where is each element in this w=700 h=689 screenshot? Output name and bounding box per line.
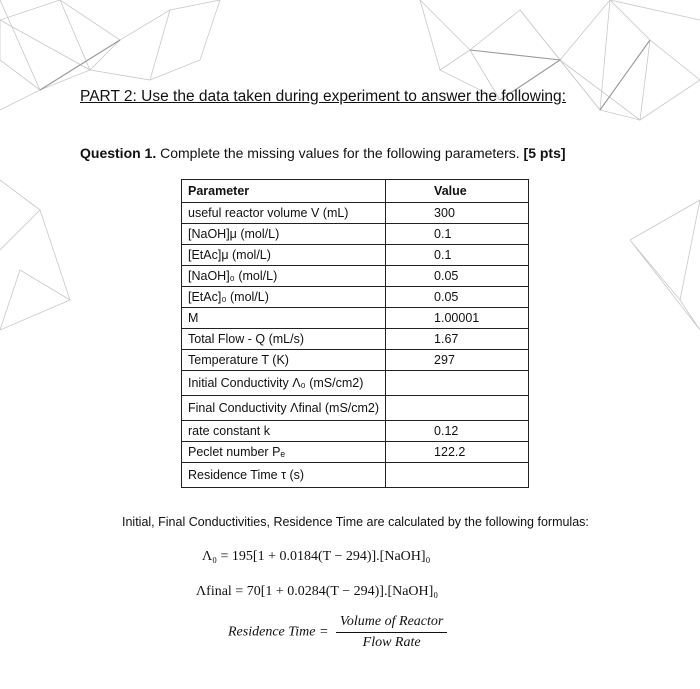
- param-cell: [EtAc]μ (mol/L): [182, 245, 386, 266]
- header-parameter: Parameter: [182, 180, 386, 203]
- question-text: Complete the missing values for the following parameters.: [160, 145, 520, 161]
- table-row: [182, 224, 529, 245]
- table-row: [182, 245, 529, 266]
- param-cell: Peclet number Pₑ: [182, 442, 386, 463]
- table-row: [182, 350, 529, 371]
- table-row: [182, 329, 529, 350]
- table-row: [182, 203, 529, 224]
- value-cell: 0.05: [386, 266, 529, 287]
- table-row: [182, 371, 529, 396]
- value-cell: 122.2: [386, 442, 529, 463]
- param-cell: [EtAc]₀ (mol/L): [182, 287, 386, 308]
- value-cell-empty: [386, 463, 529, 488]
- value-cell: 300: [386, 203, 529, 224]
- residence-time-lhs: Residence Time =: [228, 624, 329, 640]
- question-points: [5 pts]: [523, 145, 566, 161]
- parameters-table: [181, 179, 529, 488]
- value-cell: 0.1: [386, 224, 529, 245]
- fraction-denominator: Flow Rate: [362, 635, 421, 650]
- value-cell-empty: [386, 396, 529, 421]
- header-value: Value: [386, 180, 529, 203]
- param-cell: [NaOH]μ (mol/L): [182, 224, 386, 245]
- question-label: Question 1.: [80, 145, 157, 161]
- fraction-numerator: Volume of Reactor: [336, 614, 447, 633]
- param-cell: Total Flow - Q (mL/s): [182, 329, 386, 350]
- formula-residence-time: [228, 614, 447, 651]
- part-title: PART 2: Use the data taken during experiment to answer the following:: [80, 88, 566, 105]
- formula-final-conductivity: Λfinal = 70[1 + 0.0284(T − 294)].[NaOH]₀: [196, 584, 439, 599]
- residence-time-fraction: [336, 614, 447, 651]
- value-cell: 0.05: [386, 287, 529, 308]
- value-cell: 0.1: [386, 245, 529, 266]
- question-prompt: [80, 145, 566, 161]
- table-row: [182, 463, 529, 488]
- table-row: [182, 421, 529, 442]
- table-row: [182, 442, 529, 463]
- param-cell: Initial Conductivity Λ₀ (mS/cm2): [182, 371, 386, 396]
- formula-intro: Initial, Final Conductivities, Residence Time are calculated by the following formulas:: [122, 515, 589, 529]
- param-cell: [NaOH]₀ (mol/L): [182, 266, 386, 287]
- value-cell-empty: [386, 371, 529, 396]
- value-cell: 0.12: [386, 421, 529, 442]
- value-cell: 1.67: [386, 329, 529, 350]
- table-row: [182, 308, 529, 329]
- value-cell: 1.00001: [386, 308, 529, 329]
- param-cell: Final Conductivity Λfinal (mS/cm2): [182, 396, 386, 421]
- table-row: [182, 396, 529, 421]
- param-cell: Temperature T (K): [182, 350, 386, 371]
- formula-initial-conductivity: Λ₀ = 195[1 + 0.0184(T − 294)].[NaOH]₀: [202, 549, 431, 564]
- param-cell: M: [182, 308, 386, 329]
- param-cell: rate constant k: [182, 421, 386, 442]
- value-cell: 297: [386, 350, 529, 371]
- table-row: [182, 266, 529, 287]
- param-cell: useful reactor volume V (mL): [182, 203, 386, 224]
- table-row: [182, 287, 529, 308]
- param-cell: Residence Time τ (s): [182, 463, 386, 488]
- table-header-row: [182, 180, 529, 203]
